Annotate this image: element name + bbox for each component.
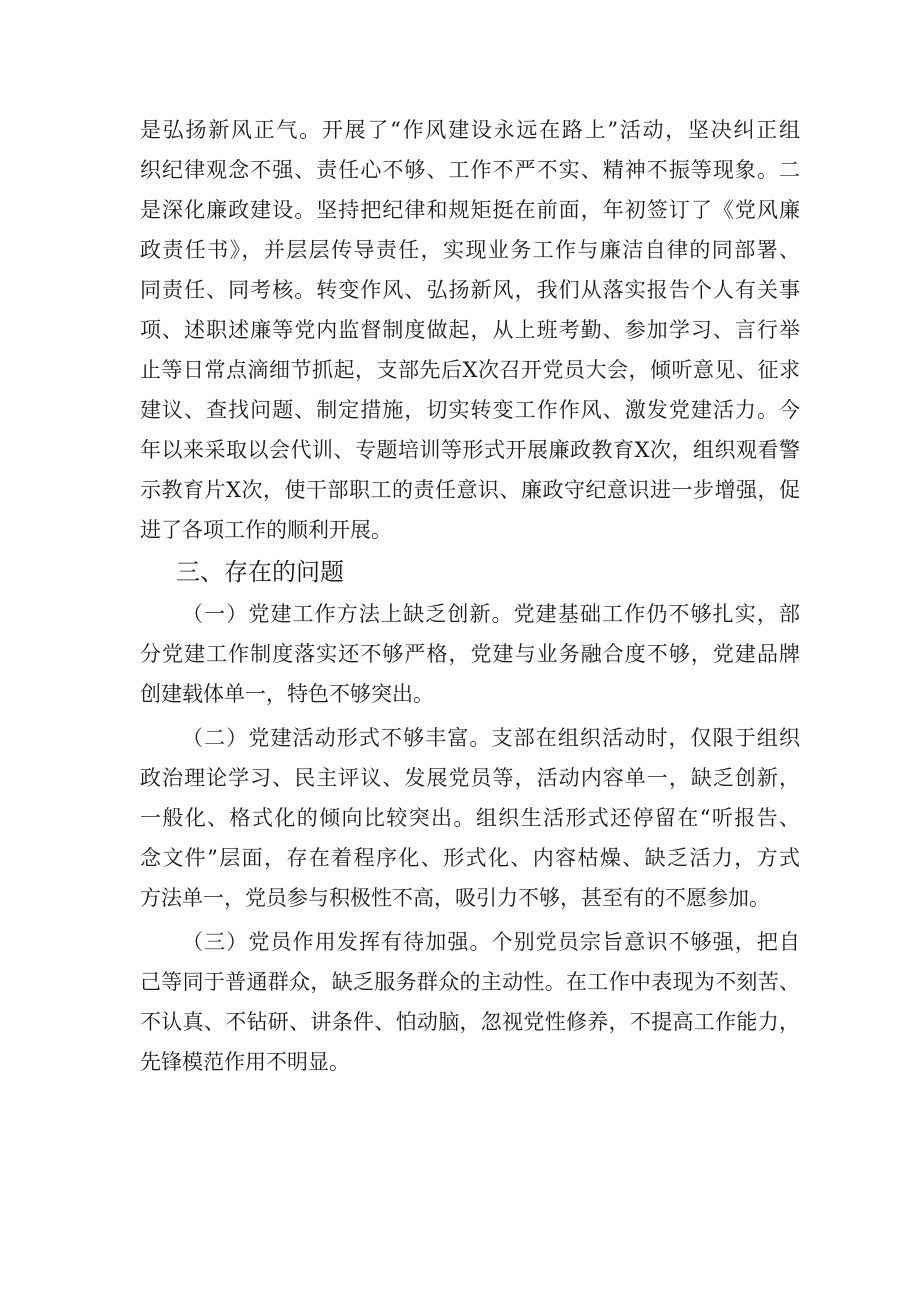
problem-paragraph-1 — [140, 594, 800, 714]
document-body — [140, 110, 800, 1082]
text-line: 创建载体单一，特色不够突出。 — [140, 682, 434, 706]
text-line: 织纪律观念不强、责任心不够、工作不严不实、精神不振等现象。二 — [140, 158, 800, 182]
text-line: 项、述职述廉等党内监督制度做起，从上班考勤、参加学习、言行举 — [140, 318, 800, 342]
text-line: 是深化廉政建设。坚持把纪律和规矩挺在前面，年初签订了《党风廉 — [140, 198, 800, 222]
text-line: （二）党建活动形式不够丰富。支部在组织活动时，仅限于组织 — [182, 726, 800, 750]
text-line: 分党建工作制度落实还不够严格，党建与业务融合度不够，党建品牌 — [140, 642, 800, 666]
text-line: 一般化、格式化的倾向比较突出。组织生活形式还停留在“听报告、 — [140, 806, 800, 830]
text-line: 同责任、同考核。转变作风、弘扬新风，我们从落实报告个人有关事 — [140, 278, 800, 302]
text-line: 是弘扬新风正气。开展了“作风建设永远在路上”活动，坚决纠正组 — [140, 118, 800, 142]
text-line: 建议、查找问题、制定措施，切实转变工作作风、激发党建活力。今 — [140, 398, 800, 422]
text-line: 进了各项工作的顺利开展。 — [140, 518, 392, 542]
text-line: 不认真、不钻研、讲条件、怕动脑，忽视党性修养，不提高工作能力， — [140, 1010, 800, 1034]
problem-paragraph-2 — [140, 718, 800, 918]
text-line: 方法单一，党员参与积极性不高，吸引力不够，甚至有的不愿参加。 — [140, 886, 770, 910]
text-line: 先锋模范作用不明显。 — [140, 1050, 350, 1074]
text-line: 年以来采取以会代训、专题培训等形式开展廉政教育X次，组织观看警 — [140, 438, 800, 462]
text-line: 政治理论学习、民主评议、发展党员等，活动内容单一，缺乏创新， — [140, 766, 800, 790]
text-line: （一）党建工作方法上缺乏创新。党建基础工作仍不够扎实，部 — [182, 602, 800, 626]
text-line: 止等日常点滴细节抓起，支部先后X次召开党员大会，倾听意见、征求 — [140, 358, 800, 382]
problem-paragraph-3 — [140, 922, 800, 1082]
intro-paragraph — [140, 110, 800, 550]
text-line: 己等同于普通群众，缺乏服务群众的主动性。在工作中表现为不刻苦、 — [140, 970, 800, 994]
text-line: 示教育片X次，使干部职工的责任意识、廉政守纪意识进一步增强，促 — [140, 478, 800, 502]
text-line: 念文件”层面，存在着程序化、形式化、内容枯燥、缺乏活力，方式 — [140, 846, 800, 870]
text-line: （三）党员作用发挥有待加强。个别党员宗旨意识不够强，把自 — [182, 930, 800, 954]
section-heading: 三、存在的问题 — [176, 558, 344, 586]
text-line: 政责任书》，并层层传导责任，实现业务工作与廉洁自律的同部署、 — [140, 238, 800, 262]
